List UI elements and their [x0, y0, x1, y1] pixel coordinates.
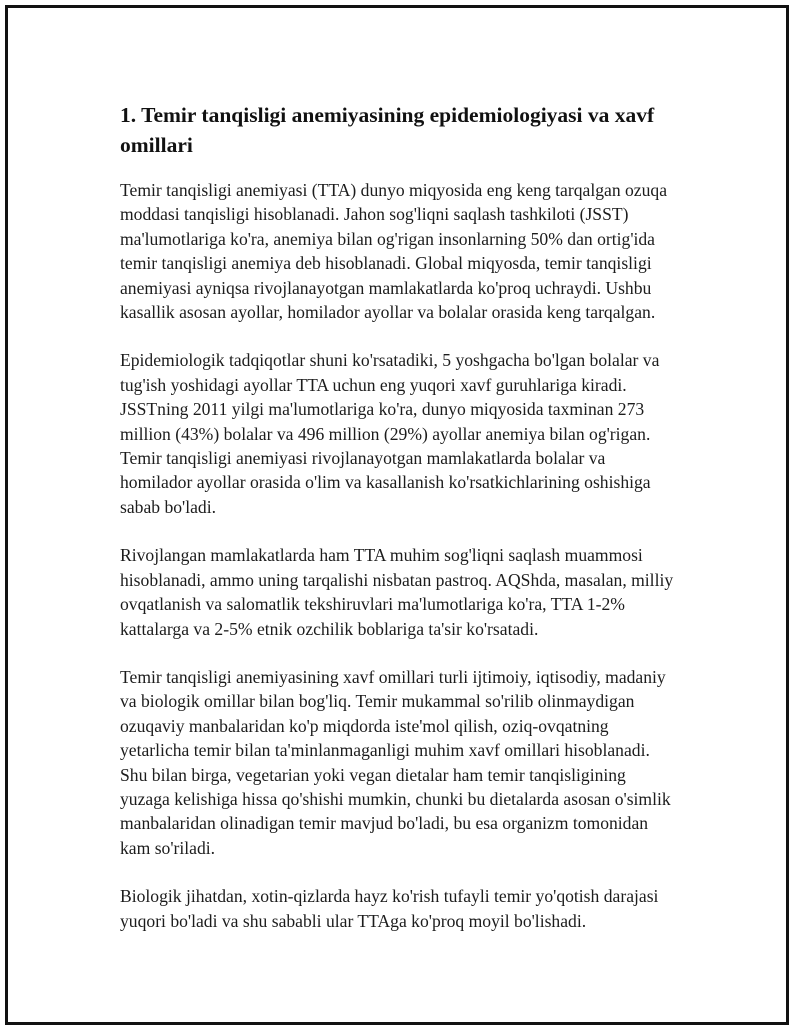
- paragraph-3: Rivojlangan mamlakatlarda ham TTA muhim sog'liqni saqlash muammosi hisoblanadi, ammo uning tarqalishi nisbatan pastroq. AQShda, masalan, milliy ovqatlanish va salomatlik tekshiruvlari ma'lumotlariga ko'ra, TTA 1-2% kattalarga va 2-5% etnik ozchilik boblariga ta'sir ko'rsatadi.: [120, 545, 674, 639]
- paragraph-5: Biologik jihatdan, xotin-qizlarda hayz ko'rish tufayli temir yo'qotish darajasi yuqori bo'ladi va shu sababli ular TTAga ko'proq moyil bo'lishadi.: [120, 886, 659, 931]
- paragraph-2: Epidemiologik tadqiqotlar shuni ko'rsatadiki, 5 yoshgacha bo'lgan bolalar va tug'ish yoshidagi ayollar TTA uchun eng yuqori xavf guruhlariga kiradi. JSSTning 2011 yilgi ma'lumotlariga ko'ra, dunyo miqyosida taxminan 273 million (43%) bolalar va 496 million (29%) ayollar anemiya bilan og'rigan. Temir tanqisligi anemiyasi rivojlanayotgan mamlakatlarda bolalar va homilador ayollar orasida o'lim va kasallanish ko'rsatkichlarining oshishiga sabab bo'ladi.: [120, 350, 660, 517]
- section-heading: 1. Temir tanqisligi anemiyasining epidemiologiyasi va xavf omillari: [120, 103, 655, 157]
- page-frame: [5, 5, 789, 1025]
- paragraph-4: Temir tanqisligi anemiyasining xavf omillari turli ijtimoiy, iqtisodiy, madaniy va biologik omillar bilan bog'liq. Temir mukammal so'rilib olinmaydigan ozuqaviy manbalaridan ko'p miqdorda iste'mol qilish, oziq-ovqatning yetarlicha temir bilan ta'minlanmaganligi muhim xavf omillari hisoblanadi. Shu bilan birga, vegetarian yoki vegan dietalar ham temir tanqisligining yuzaga kelishiga hissa qo'shishi mumkin, chunki bu dietalarda asosan o'simlik manbalaridan olinadigan temir mavjud bo'ladi, bu esa organizm tomonidan kam so'riladi.: [120, 666, 671, 858]
- paragraph-1: Temir tanqisligi anemiyasi (TTA) dunyo miqyosida eng keng tarqalgan ozuqa moddasi tanqisligi hisoblanadi. Jahon sog'liqni saqlash tashkiloti (JSST) ma'lumotlariga ko'ra, anemiya bilan og'rigan insonlarning 50% dan ortig'ida temir tanqisligi anemiya deb hisoblanadi. Global miqyosda, temir tanqisligi anemiyasi ayniqsa rivojlanayotgan mamlakatlarda ko'proq uchraydi. Ushbu kasallik asosan ayollar, homilador ayollar va bolalar orasida keng tarqalgan.: [120, 180, 668, 323]
- document-body: [120, 100, 680, 957]
